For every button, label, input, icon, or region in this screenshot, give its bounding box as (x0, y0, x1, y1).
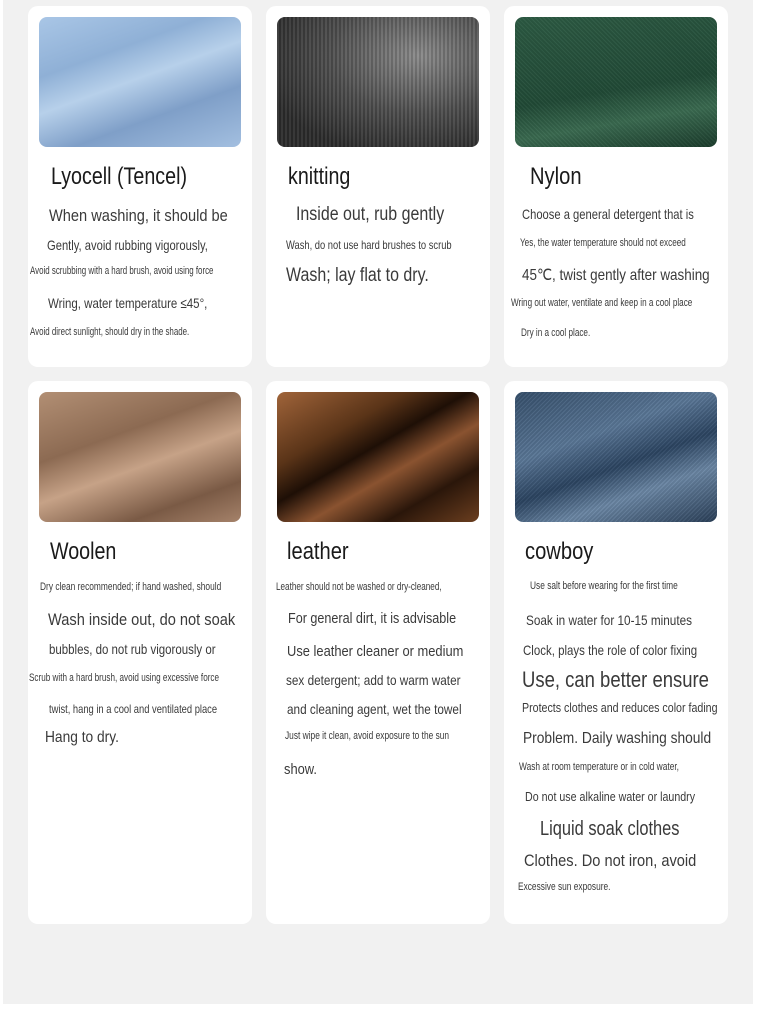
care-line: Wash at room temperature or in cold water, (519, 761, 679, 773)
care-line: When washing, it should be (49, 206, 228, 225)
care-line: and cleaning agent, wet the towel (287, 701, 462, 717)
care-line: Clock, plays the role of color fixing (523, 642, 698, 658)
care-line: Clothes. Do not iron, avoid (524, 851, 697, 870)
care-line: Use salt before wearing for the first time (530, 580, 678, 592)
denim-fabric-photo (515, 392, 717, 522)
care-line: Do not use alkaline water or laundry (525, 789, 696, 804)
care-line: Inside out, rub gently (296, 204, 445, 225)
care-line: Wring, water temperature ≤45°, (48, 295, 208, 311)
fabric-title: Woolen (50, 538, 117, 565)
fabric-title: leather (287, 538, 349, 565)
fabric-card-woolen (28, 381, 252, 924)
care-line: Use leather cleaner or medium (287, 643, 464, 660)
fabric-title: knitting (288, 163, 351, 190)
care-line: Wash, do not use hard brushes to scrub (286, 238, 452, 252)
care-line: Just wipe it clean, avoid exposure to the sun (285, 730, 450, 742)
fabric-title: Nylon (530, 163, 582, 190)
knit-fabric-photo (277, 17, 479, 147)
care-line: Avoid scrubbing with a hard brush, avoid using force (30, 265, 214, 277)
care-line: Choose a general detergent that is (522, 206, 694, 222)
fabric-card-leather (266, 381, 490, 924)
care-line: Avoid direct sunlight, should dry in the shade. (30, 326, 190, 338)
leather-fabric-photo (277, 392, 479, 522)
care-line: Use, can better ensure (522, 667, 709, 692)
care-line: Dry in a cool place. (521, 327, 591, 339)
care-line: Wash; lay flat to dry. (286, 265, 429, 286)
care-line: Scrub with a hard brush, avoid using excessive force (29, 672, 220, 684)
care-line: Dry clean recommended; if hand washed, should (40, 581, 222, 593)
fabric-card-knitting (266, 6, 490, 367)
care-line: Soak in water for 10-15 minutes (526, 612, 693, 628)
care-line: Gently, avoid rubbing vigorously, (47, 237, 208, 253)
care-line: Leather should not be washed or dry-cleaned, (276, 581, 442, 593)
nylon-fabric-photo (515, 17, 717, 147)
fabric-card-nylon (504, 6, 728, 367)
care-line: Yes, the water temperature should not exceed (520, 237, 686, 249)
care-line: sex detergent; add to warm water (286, 672, 461, 688)
care-line: Protects clothes and reduces color fading (522, 700, 718, 715)
care-line: Problem. Daily washing should (523, 730, 712, 747)
care-line: Wring out water, ventilate and keep in a cool place (511, 297, 693, 309)
fabric-card-cowboy (504, 381, 728, 924)
fabric-title: cowboy (525, 538, 594, 565)
fabric-title: Lyocell (Tencel) (51, 163, 187, 190)
care-line: Excessive sun exposure. (518, 881, 611, 893)
care-line: Hang to dry. (45, 729, 119, 746)
care-line: show. (284, 761, 317, 778)
wool-fabric-photo (39, 392, 241, 522)
fabric-card-lyocell (28, 6, 252, 367)
care-line: For general dirt, it is advisable (288, 610, 457, 627)
care-line: bubbles, do not rub vigorously or (49, 641, 216, 657)
care-line: 45℃, twist gently after washing (522, 267, 710, 284)
care-line: Wash inside out, do not soak (48, 610, 236, 629)
care-line: Liquid soak clothes (540, 818, 680, 840)
lyocell-fabric-photo (39, 17, 241, 147)
care-line: twist, hang in a cool and ventilated place (49, 702, 218, 716)
